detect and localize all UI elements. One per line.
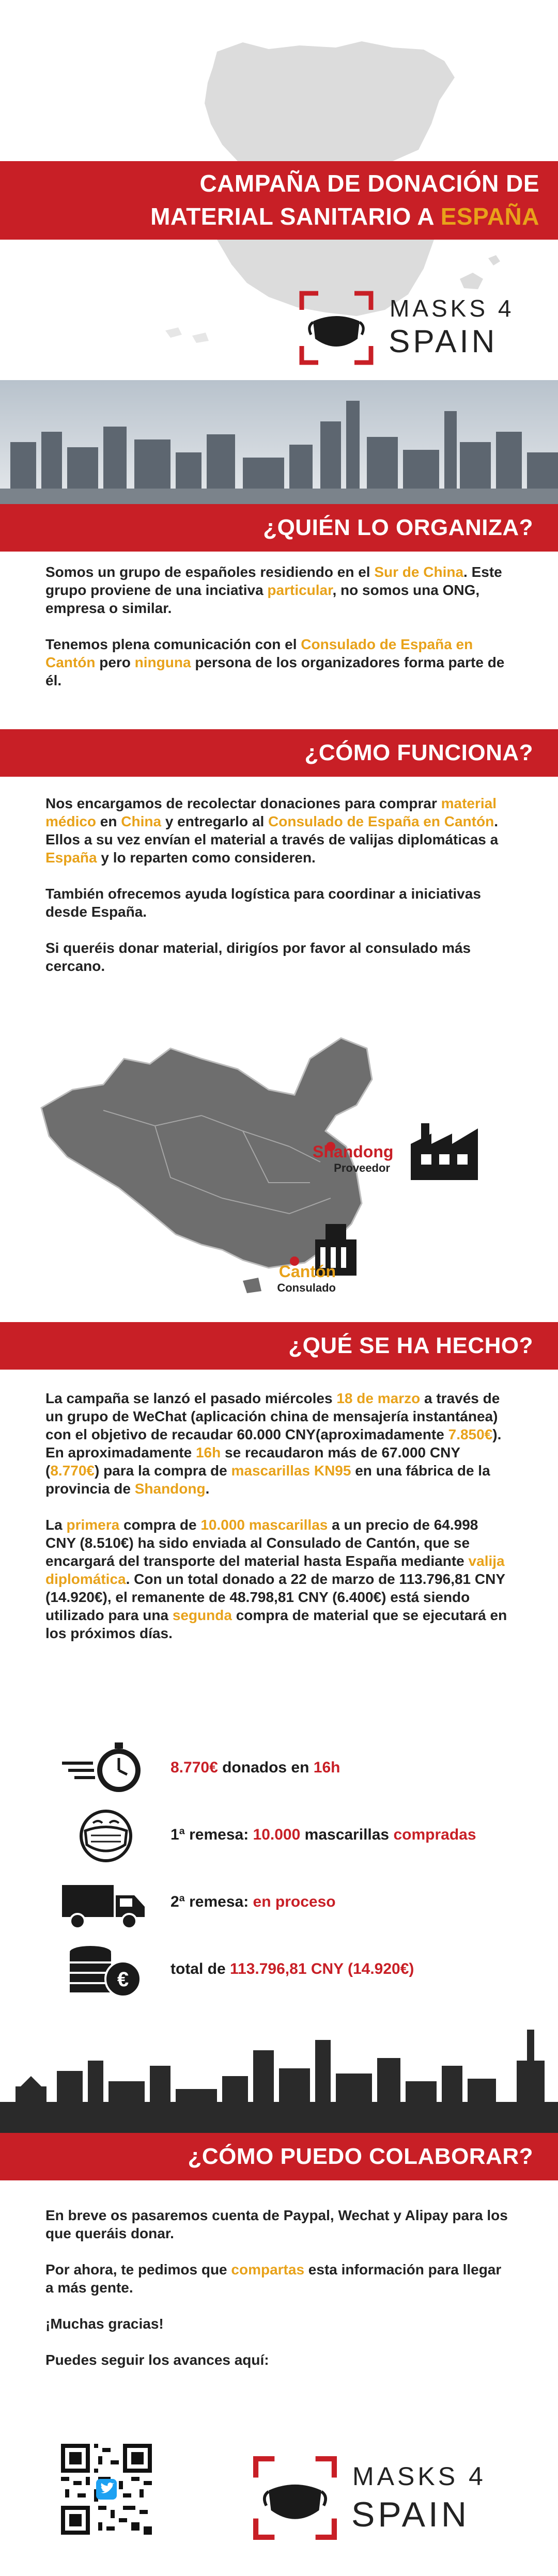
highlighted-text: Shandong (134, 1481, 206, 1497)
stat-donations-text (171, 1759, 340, 1777)
highlighted-text: 18 de marzo (336, 1390, 421, 1406)
colaborar-paragraph-3 (45, 2315, 510, 2333)
face-mask-icon (62, 1808, 150, 1864)
map-label-shandong (313, 1142, 394, 1175)
highlighted-text: segunda (172, 1607, 232, 1623)
heading-organiza-text: ¿QUIÉN LO ORGANIZA? (263, 515, 533, 540)
highlighted-text: España (45, 850, 97, 866)
highlighted-text: China (121, 813, 162, 829)
text-run: También ofrecemos ayuda logística para coordinar a iniciativas desde España. (45, 886, 481, 920)
stat-second-shipment-text (171, 1893, 336, 1911)
text-run: Por ahora, te pedimos que (45, 2261, 231, 2277)
colaborar-paragraph-2 (45, 2260, 510, 2297)
highlighted-text: Consulado de España en Cantón (268, 813, 494, 829)
qr-code[interactable] (61, 2444, 152, 2535)
text-run: . Ellos a su vez envían el material a través de valijas diplomáticas a (45, 813, 499, 847)
funciona-body (45, 794, 510, 993)
campaign-title-line1: CAMPAÑA DE DONACIÓN DE (199, 170, 539, 197)
text-run: en (96, 813, 121, 829)
colaborar-body (45, 2206, 510, 2387)
text-run: total de (171, 1960, 230, 1977)
logo-word-spain: SPAIN (351, 2495, 470, 2534)
text-run: Somos un grupo de españoles residiendo en el (45, 564, 375, 580)
canton-role: Consulado (277, 1281, 336, 1294)
campaign-title-line2: MATERIAL SANITARIO A ESPAÑA (150, 203, 539, 230)
highlighted-text: ninguna (134, 654, 191, 670)
campaign-title-highlight: ESPAÑA (440, 203, 539, 230)
text-run: a un precio de 64.998 CNY (8.510€) ha sido enviada al Consulado de Cantón, que se encargará del transporte del material hasta España mediante (45, 1517, 478, 1569)
heading-colaborar-text: ¿CÓMO PUEDO COLABORAR? (188, 2144, 533, 2169)
logo-word-masks4: MASKS 4 (352, 2462, 486, 2491)
text-run: ¡Muchas gracias! (45, 2316, 164, 2332)
text-run: donados en (218, 1759, 314, 1776)
text-run: 1ª remesa: (171, 1826, 253, 1843)
text-run: ) para la compra de (94, 1463, 231, 1479)
stat-first-shipment-text (171, 1826, 476, 1844)
euro-coins-icon (62, 1942, 150, 1999)
highlighted-text: 8.770€ (171, 1759, 218, 1776)
stat-row-first-shipment (62, 1808, 527, 1864)
organiza-body (45, 563, 510, 708)
stat-row-second-shipment (62, 1875, 527, 1931)
highlighted-text: particular (267, 582, 333, 598)
highlighted-text: valija diplomática (45, 1553, 505, 1587)
hecho-paragraph-2 (45, 1516, 510, 1642)
highlighted-text: Consulado de España en Cantón (45, 636, 473, 670)
masks4spain-logo-footer (251, 2454, 530, 2547)
text-run: La (45, 1517, 67, 1533)
text-run: mascarillas (300, 1826, 394, 1843)
text-run: . Con un total donado a 22 de marzo de 113.796,81 CNY (14.920€), el remanente de 48.798,81 CNY (6.400€) está siendo utilizado para una (45, 1571, 505, 1623)
canton-name: Cantón (278, 1262, 336, 1281)
truck-icon (62, 1875, 150, 1931)
text-run: esta información para llegar a más gente. (45, 2261, 502, 2296)
text-run: Tenemos plena comunicación con el (45, 636, 301, 652)
map-label-canton (258, 1262, 336, 1295)
colaborar-paragraph-1 (45, 2206, 510, 2242)
text-run: y entregarlo al (161, 813, 269, 829)
logo-word-spain: SPAIN (389, 324, 498, 359)
masks4spain-logo-header (298, 289, 546, 367)
highlighted-text: primera (66, 1517, 120, 1533)
highlighted-text: 16h (313, 1759, 340, 1776)
highlighted-text: 16h (195, 1444, 221, 1460)
text-run: . Este grupo proviene de una inciativa (45, 564, 502, 598)
text-run: ). En aproximadamente (45, 1426, 502, 1460)
section-heading-funciona (0, 729, 558, 777)
colaborar-paragraph-4 (45, 2351, 510, 2369)
highlighted-text: 10.000 (253, 1826, 301, 1843)
shandong-name: Shandong (313, 1142, 394, 1161)
highlighted-text: compradas (393, 1826, 476, 1843)
text-run: En breve os pasaremos cuenta de Paypal, Wechat y Alipay para los que queráis donar. (45, 2207, 508, 2241)
highlighted-text: compartas (231, 2261, 305, 2277)
text-run: Puedes seguir los avances aquí: (45, 2352, 269, 2368)
stat-total-text (171, 1960, 414, 1978)
factory-icon (411, 1123, 478, 1180)
funciona-paragraph-3 (45, 939, 510, 975)
text-run: 2ª remesa: (171, 1893, 253, 1910)
section-heading-hecho (0, 1322, 558, 1370)
skyline-silhouette (0, 2030, 558, 2133)
text-run: se recaudaron más de 67.000 CNY ( (45, 1444, 460, 1479)
text-run: La campaña se lanzó el pasado miércoles (45, 1390, 337, 1406)
svg-text:€: € (117, 1968, 129, 1991)
highlighted-text: 8.770€ (50, 1463, 95, 1479)
text-run: pero (95, 654, 135, 670)
hecho-paragraph-1 (45, 1389, 510, 1498)
section-heading-organiza (0, 504, 558, 552)
heading-funciona-text: ¿CÓMO FUNCIONA? (304, 740, 533, 765)
funciona-paragraph-1 (45, 794, 510, 867)
highlighted-text: 10.000 mascarillas (200, 1517, 328, 1533)
mask-logo-icon (298, 289, 375, 367)
text-run: y lo reparten como consideren. (97, 850, 316, 866)
logo-word-masks4: MASKS 4 (390, 295, 515, 322)
highlighted-text: material médico (45, 795, 497, 829)
stat-row-donations (62, 1740, 527, 1797)
city-skyline-photo (0, 380, 558, 504)
highlighted-text: en proceso (253, 1893, 336, 1910)
text-run: compra de material que se ejecutará en los próximos días. (45, 1607, 507, 1641)
text-run: persona de los organizadores forma parte de él. (45, 654, 505, 688)
text-run: , no somos una ONG, empresa o similar. (45, 582, 480, 616)
text-run: a través de un grupo de WeChat (aplicación china de mensajería instantánea) con el objetivo de recaudar 60.000 CNY(aproximadamente (45, 1390, 500, 1442)
funciona-paragraph-2 (45, 885, 510, 921)
text-run: en una fábrica de la provincia de (45, 1463, 490, 1497)
mask-logo-icon (251, 2454, 339, 2542)
text-run: Nos encargamos de recolectar donaciones para comprar (45, 795, 441, 811)
heading-hecho-text: ¿QUÉ SE HA HECHO? (288, 1333, 533, 1358)
organiza-paragraph-1 (45, 563, 510, 617)
stopwatch-icon (62, 1740, 150, 1797)
text-run: compra de (119, 1517, 201, 1533)
text-run: . (205, 1481, 210, 1497)
organiza-paragraph-2 (45, 635, 510, 689)
campaign-title-band (0, 161, 558, 240)
highlighted-text: Sur de China (374, 564, 464, 580)
stat-row-total (62, 1942, 527, 1999)
text-run: Si queréis donar material, dirigíos por favor al consulado más cercano. (45, 940, 471, 974)
hecho-body (45, 1389, 510, 1660)
shandong-role: Proveedor (334, 1161, 390, 1174)
highlighted-text: 7.850€ (448, 1426, 493, 1442)
highlighted-text: mascarillas KN95 (231, 1463, 351, 1479)
highlighted-text: 113.796,81 CNY (14.920€) (230, 1960, 414, 1977)
section-heading-colaborar (0, 2133, 558, 2180)
